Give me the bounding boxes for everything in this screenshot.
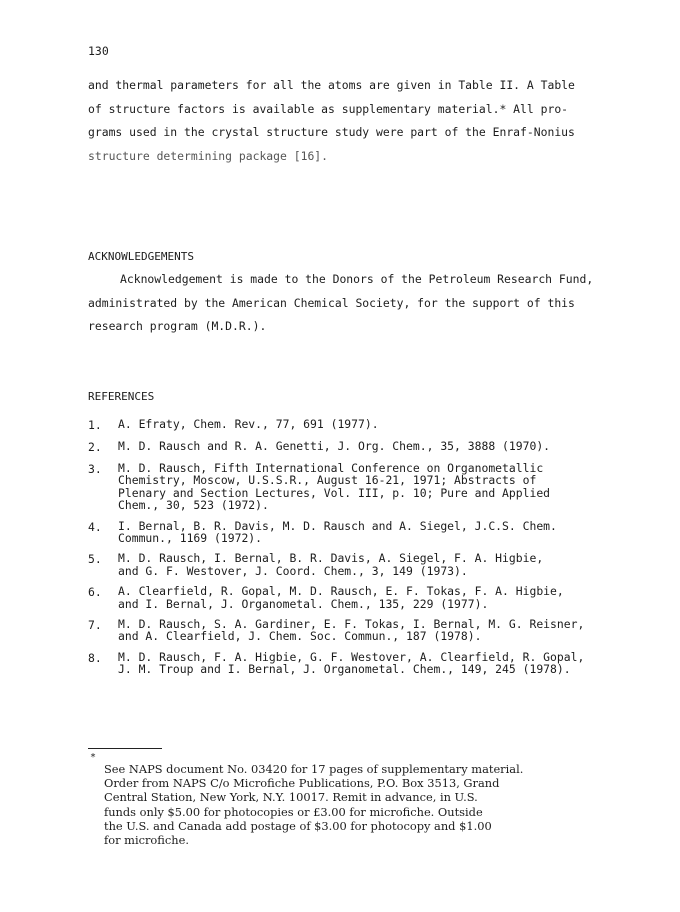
footnote-line: the U.S. and Canada add postage of $3.00 for photocopy and $1.00 xyxy=(104,818,492,833)
acknowledgements-heading: ACKNOWLEDGEMENTS xyxy=(88,250,194,263)
reference-line: and I. Bernal, J. Organometal. Chem., 135, 229 (1977). xyxy=(118,596,489,611)
footnote-line: See NAPS document No. 03420 for 17 pages of supplementary material. xyxy=(104,762,524,776)
reference-number: 8. xyxy=(88,650,102,665)
footnote-line: Order from NAPS C/o Microfiche Publications, P.O. Box 3513, Grand xyxy=(104,776,500,791)
reference-item xyxy=(88,520,608,545)
footnote-line: funds only $5.00 for photocopies or £3.00 for microfiche. Outside xyxy=(104,804,483,819)
reference-line: and G. F. Westover, J. Coord. Chem., 3, 149 (1973). xyxy=(118,563,468,578)
footnote-rule xyxy=(88,748,162,749)
footnote-line: for microfiche. xyxy=(104,833,189,848)
reference-line: Commun., 1169 (1972). xyxy=(118,531,263,546)
intro-paragraph xyxy=(88,78,608,172)
reference-number: 1. xyxy=(88,418,102,432)
reference-line: M. D. Rausch and R. A. Genetti, J. Org. Chem., 35, 3888 (1970). xyxy=(118,439,551,453)
references-heading: REFERENCES xyxy=(88,390,155,403)
intro-line: grams used in the crystal structure study were part of the Enraf-Nonius xyxy=(88,125,575,139)
reference-item xyxy=(88,651,608,676)
reference-item xyxy=(88,462,608,512)
acknowledgements-paragraph xyxy=(88,272,608,343)
reference-line: Chemistry, Moscow, U.S.S.R., August 16-21, 1971; Abstracts of xyxy=(118,473,537,488)
references-list xyxy=(88,418,608,684)
intro-line: of structure factors is available as supplementary material.* All pro- xyxy=(88,101,569,116)
reference-number: 6. xyxy=(88,585,102,600)
footnote xyxy=(104,762,523,847)
reference-number: 3. xyxy=(88,462,102,476)
reference-line: I. Bernal, B. R. Davis, M. D. Rausch and A. Siegel, J.C.S. Chem. xyxy=(118,518,557,533)
reference-line: M. D. Rausch, I. Bernal, B. R. Davis, A. Siegel, F. A. Higbie, xyxy=(118,551,544,566)
intro-line: structure determining package [16]. xyxy=(88,148,329,163)
reference-line: Plenary and Section Lectures, Vol. III, p. 10; Pure and Applied xyxy=(118,485,551,500)
reference-number: 5. xyxy=(88,552,102,567)
reference-item xyxy=(88,618,608,643)
acknowledgements-line: research program (M.D.R.). xyxy=(88,319,267,333)
reference-line: and A. Clearfield, J. Chem. Soc. Commun., 187 (1978). xyxy=(118,629,482,644)
reference-number: 7. xyxy=(88,618,102,633)
acknowledgements-line: administrated by the American Chemical Society, for the support of this xyxy=(88,295,575,310)
intro-line: and thermal parameters for all the atoms are given in Table II. A Table xyxy=(88,78,575,92)
reference-line: A. Efraty, Chem. Rev., 77, 691 (1977). xyxy=(118,417,379,431)
reference-item xyxy=(88,440,608,454)
reference-number: 4. xyxy=(88,519,102,534)
acknowledgements-line: Acknowledgement is made to the Donors of the Petroleum Research Fund, xyxy=(120,272,594,286)
reference-item xyxy=(88,418,608,432)
page-number: 130 xyxy=(88,44,109,58)
reference-line: J. M. Troup and I. Bernal, J. Organometal. Chem., 149, 245 (1978). xyxy=(118,662,571,677)
footnote-line: Central Station, New York, N.Y. 10017. Remit in advance, in U.S. xyxy=(104,790,478,805)
reference-line: M. D. Rausch, S. A. Gardiner, E. F. Tokas, I. Bernal, M. G. Reisner, xyxy=(118,617,585,632)
reference-item xyxy=(88,585,608,610)
reference-item xyxy=(88,552,608,577)
footnote-mark: * xyxy=(90,752,97,763)
reference-line: A. Clearfield, R. Gopal, M. D. Rausch, E. F. Tokas, F. A. Higbie, xyxy=(118,584,564,599)
reference-line: Chem., 30, 523 (1972). xyxy=(118,498,269,513)
reference-number: 2. xyxy=(88,440,102,454)
reference-line: M. D. Rausch, Fifth International Conference on Organometallic xyxy=(118,461,544,475)
reference-line: M. D. Rausch, F. A. Higbie, G. F. Westover, A. Clearfield, R. Gopal, xyxy=(118,649,585,664)
